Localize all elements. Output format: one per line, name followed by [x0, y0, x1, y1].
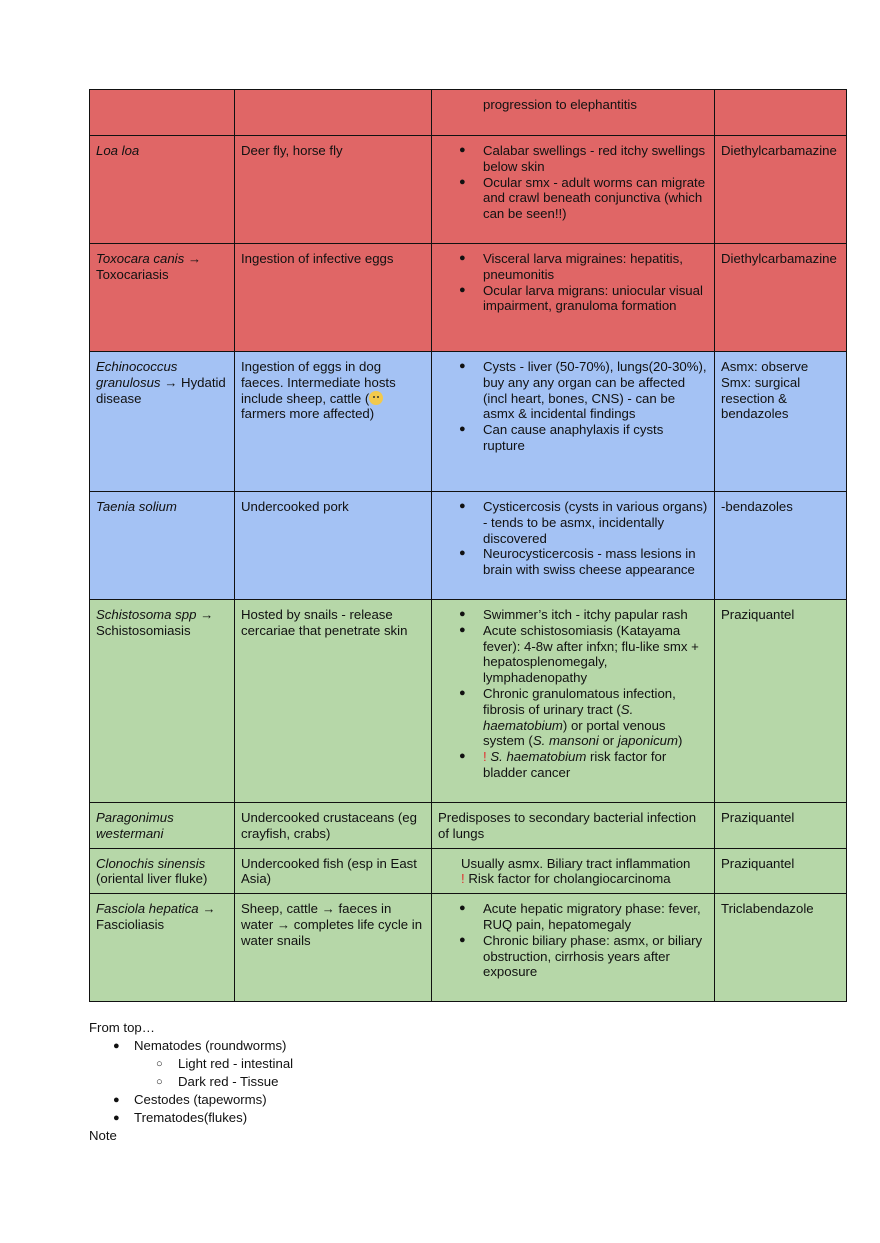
- transmission-text: farmers more affected): [241, 406, 375, 422]
- table-row: [90, 600, 847, 803]
- warning-mark: !: [483, 749, 487, 765]
- notes-intro: From top…: [89, 1020, 155, 1035]
- parasite-table: [89, 89, 847, 1002]
- organism-name: Fasciola hepatica: [96, 901, 199, 917]
- table-row: [90, 894, 847, 1002]
- organism-name: Schistosoma spp: [96, 607, 197, 622]
- feature-item: ● Acute schistosomiasis (Katayama fever): 4-8w after infxn; flu-like smx + hepatosplenomegaly, lymphadenopathy: [483, 623, 708, 686]
- organism-cell: [90, 848, 235, 894]
- feature-text: Usually asmx. Biliary tract inflammation: [461, 855, 691, 871]
- transmission-text: Ingestion of eggs in dog faeces. Intermediate hosts include sheep, cattle (: [241, 359, 396, 406]
- treatment-cell: Diethylcarbamazine: [715, 136, 847, 244]
- disease-name: → Hydatid disease: [96, 374, 226, 406]
- note-label: Note: [89, 1128, 117, 1143]
- feature-item: ● ! S. haematobium risk factor for bladder cancer: [483, 749, 708, 781]
- features-cell: Predisposes to secondary bacterial infection of lungs: [432, 803, 715, 849]
- disease-name: (oriental liver fluke): [96, 871, 208, 887]
- treatment-cell: Diethylcarbamazine: [715, 244, 847, 352]
- organism-cell: [90, 136, 235, 244]
- features-cell: [432, 244, 715, 352]
- feature-item: ● Chronic granulomatous infection, fibrosis of urinary tract (S. haematobium) or portal venous system (S. mansoni or japonicum): [483, 686, 708, 749]
- feature-text: ! Risk factor for cholangiocarcinoma: [461, 871, 671, 887]
- organism-name: Echinococcus granulosus: [96, 359, 178, 390]
- warning-mark: !: [461, 871, 465, 887]
- organism-cell: [90, 352, 235, 492]
- treatment-line: Smx: surgical resection & bendazoles: [721, 374, 801, 422]
- transmission-cell: Hosted by snails - release cercariae that penetrate skin: [235, 600, 432, 803]
- feature-item: ● Chronic biliary phase: asmx, or biliary obstruction, cirrhosis years after exposure: [483, 933, 708, 980]
- table-row: [90, 352, 847, 492]
- feature-item: ● Swimmer’s itch - itchy papular rash: [483, 607, 708, 623]
- transmission-cell: Ingestion of infective eggs: [235, 244, 432, 352]
- legend-subitem-light-red: ○ Light red - intestinal: [89, 1055, 689, 1073]
- treatment-cell: Triclabendazole: [715, 894, 847, 1002]
- disease-name: → Fascioliasis: [96, 901, 216, 932]
- disease-name: → Schistosomiasis: [96, 607, 214, 638]
- legend-item-trematodes: ● Trematodes(flukes): [89, 1109, 689, 1127]
- table-row: [90, 244, 847, 352]
- treatment-line: Asmx: observe: [721, 359, 809, 374]
- feature-item: ● Neurocysticercosis - mass lesions in brain with swiss cheese appearance: [483, 546, 708, 578]
- treatment-cell: Praziquantel: [715, 803, 847, 849]
- transmission-cell: Undercooked fish (esp in East Asia): [235, 848, 432, 894]
- transmission-cell: Undercooked crustaceans (eg crayfish, crabs): [235, 803, 432, 849]
- feature-item: ● Acute hepatic migratory phase: fever, RUQ pain, hepatomegaly: [483, 901, 708, 933]
- organism-cell: [90, 803, 235, 849]
- features-cell: [432, 136, 715, 244]
- organism-cell: [90, 600, 235, 803]
- features-cell: [432, 600, 715, 803]
- treatment-cell: [715, 90, 847, 136]
- feature-item: ● Ocular smx - adult worms can migrate and crawl beneath conjunctiva (which can be seen!!): [483, 175, 708, 222]
- transmission-cell: [235, 352, 432, 492]
- feature-item: ● Ocular larva migrans: uniocular visual impairment, granuloma formation: [483, 283, 708, 315]
- transmission-cell: Sheep, cattle → faeces in water → completes life cycle in water snails: [235, 894, 432, 1002]
- farmer-emoji-icon: [369, 391, 383, 405]
- feature-item: ● Can cause anaphylaxis if cysts rupture: [483, 422, 708, 454]
- table-row: [90, 90, 847, 136]
- table-row: [90, 136, 847, 244]
- organism-cell: [90, 90, 235, 136]
- organism-name: Loa loa: [96, 143, 140, 158]
- legend-notes: [89, 1019, 689, 1145]
- organism-name: Paragonimus westermani: [96, 810, 174, 841]
- feature-item: ● Visceral larva migraines: hepatitis, pneumonitis: [483, 251, 708, 283]
- table-row: [90, 492, 847, 600]
- organism-name: Toxocara canis: [96, 251, 185, 266]
- transmission-cell: Deer fly, horse fly: [235, 136, 432, 244]
- features-cell: [432, 492, 715, 600]
- legend-item-cestodes: ● Cestodes (tapeworms): [89, 1091, 689, 1109]
- transmission-cell: [235, 90, 432, 136]
- feature-item: ● Calabar swellings - red itchy swellings below skin: [483, 143, 708, 175]
- treatment-cell: Praziquantel: [715, 848, 847, 894]
- legend-subitem-dark-red: ○ Dark red - Tissue: [89, 1073, 689, 1091]
- treatment-cell: Praziquantel: [715, 600, 847, 803]
- features-cell: [432, 90, 715, 136]
- treatment-cell: -bendazoles: [715, 492, 847, 600]
- features-cell: [432, 848, 715, 894]
- table-row: [90, 848, 847, 894]
- feature-item: ● Cysts - liver (50-70%), lungs(20-30%), buy any any organ can be affected (incl heart, bones, CNS) - can be asmx & incidental findings: [483, 359, 708, 422]
- legend-item-nematodes: ● Nematodes (roundworms): [89, 1037, 689, 1055]
- organism-cell: [90, 894, 235, 1002]
- organism-cell: [90, 244, 235, 352]
- transmission-cell: Undercooked pork: [235, 492, 432, 600]
- treatment-cell: [715, 352, 847, 492]
- organism-name: Clonochis sinensis: [96, 855, 206, 871]
- features-cell: [432, 352, 715, 492]
- disease-name: → Toxocariasis: [96, 251, 202, 282]
- organism-cell: [90, 492, 235, 600]
- feature-text: progression to elephantitis: [483, 97, 637, 112]
- feature-item: ● Cysticercosis (cysts in various organs) - tends to be asmx, incidentally discovered: [483, 499, 708, 546]
- organism-name: Taenia solium: [96, 499, 177, 514]
- table-row: [90, 803, 847, 849]
- features-cell: [432, 894, 715, 1002]
